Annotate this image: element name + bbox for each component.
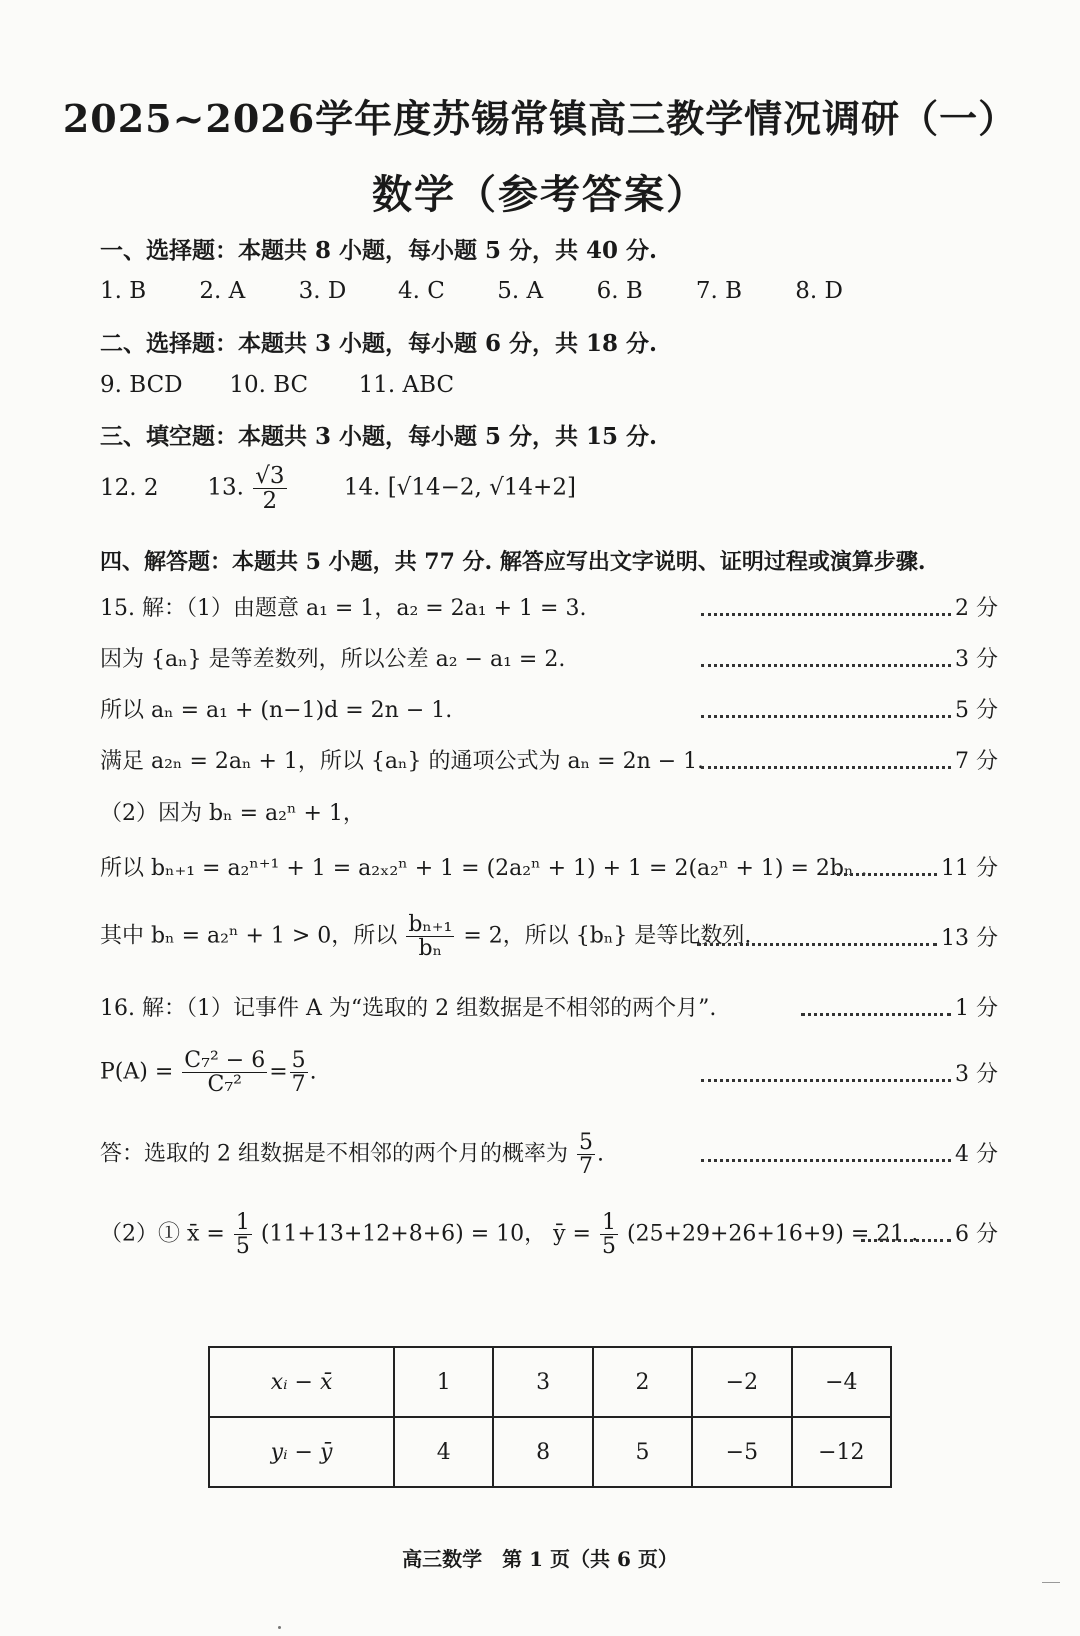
q16-line2-denominator2: 7 [291, 1071, 306, 1097]
q15-line3-text: 所以 aₙ = a₁ + (n−1)d = 2n − 1. [100, 698, 453, 723]
q15-line7-numerator: bₙ₊₁ [408, 911, 453, 937]
q16-line4-denominator1: 5 [235, 1233, 250, 1259]
table-row [209, 1347, 891, 1417]
document-subtitle: 数学（参考答案） [372, 171, 708, 218]
q16-line3-numerator: 5 [579, 1129, 593, 1155]
q16-line4-a: （2）① x̄ = [100, 1221, 225, 1247]
q16-line4-c: ȳ = [553, 1221, 591, 1247]
table-cell: 3 [493, 1347, 592, 1417]
table-cell: 1 [394, 1347, 493, 1417]
table-cell: 8 [493, 1417, 592, 1487]
q16-line4-numerator2: 1 [601, 1209, 616, 1235]
q16-line4-fraction1 [234, 1211, 252, 1258]
q16-line3: 答：选取的 2 组数据是不相邻的两个月的概率为 $\frac{5}{7}$ . 4 分 [100, 1129, 998, 1179]
table-cell: 5 [593, 1417, 692, 1487]
table-cell: −4 [792, 1347, 891, 1417]
q15-line1 [100, 590, 998, 626]
answer-5: 5. A [497, 278, 544, 304]
section4-heading: 四、解答题：本题共 5 小题，共 77 分. 解答应写出文字说明、证明过程或演算步骤. [100, 549, 926, 575]
q15-line6-score: 11 分 [941, 856, 998, 881]
answer-8: 8. D [795, 278, 843, 304]
answer-7: 7. B [695, 278, 743, 304]
q15-line6 [100, 850, 998, 886]
q15-part2-text: （2）因为 bₙ = a₂ⁿ + 1， [100, 801, 365, 826]
q15-line7-post: = 2，所以 {bₙ} 是等比数列. [463, 923, 752, 949]
answer-6: 6. B [596, 278, 643, 304]
q15-line7-score: 13 分 [941, 926, 998, 951]
q16-line4-denominator2: 5 [601, 1233, 616, 1259]
table-cell: 4 [394, 1417, 493, 1487]
table-cell: yᵢ − ȳ [209, 1417, 394, 1487]
answer-13-fraction [253, 464, 286, 513]
q16-line2-denominator: C₇² [207, 1071, 242, 1097]
q16-line2: P(A) = $\frac{\text{C₇² − 6}}{\text{C₇²}}$ = $\frac{5}{7}$ . 3 分 [100, 1047, 998, 1097]
q16-line1 [100, 990, 998, 1026]
q15-part2 [100, 795, 998, 831]
q16-line2-numerator2: 5 [291, 1047, 306, 1073]
q15-line1-text: 15. 解：（1）由题意 a₁ = 1，a₂ = 2a₁ + 1 = 3. [100, 596, 587, 621]
q15-line7 [100, 910, 998, 970]
q16-line4-d: (25+29+26+16+9) = 21 . [626, 1221, 919, 1247]
answer-1: 1. B [100, 278, 147, 304]
q16-line2-pre: P(A) = [100, 1059, 174, 1085]
table-row [209, 1417, 891, 1487]
q16-line2-numerator: C₇² − 6 [184, 1047, 266, 1073]
answer-13-denominator: 2 [262, 488, 278, 515]
q16-line4 [100, 1206, 998, 1266]
answer-12: 12. 2 [100, 474, 159, 501]
q15-line6-text: 所以 bₙ₊₁ = a₂ⁿ⁺¹ + 1 = a₂ₓ₂ⁿ + 1 = (2a₂ⁿ + 1) + 1 = 2(a₂ⁿ + 1) = 2bₙ . [100, 856, 868, 881]
q15-line7-pre: 其中 bₙ = a₂ⁿ + 1 > 0，所以 [100, 923, 398, 949]
answer-4: 4. C [397, 278, 445, 304]
section2-answers [100, 372, 499, 398]
answer-11: 11. ABC [358, 372, 455, 398]
q16-line1-text: 16. 解：（1）记事件 A 为“选取的 2 组数据是不相邻的两个月”. [100, 996, 717, 1021]
q16-line2-fraction1 [182, 1049, 267, 1096]
table-cell: −12 [792, 1417, 891, 1487]
q15-line2-text: 因为 {aₙ} 是等差数列，所以公差 a₂ − a₁ = 2. [100, 647, 566, 672]
q15-line7-fraction [406, 913, 454, 960]
q16-line3-score: 4 分 [955, 1142, 998, 1167]
page-footer: 高三数学 第 1 页（共 6 页） [402, 1547, 678, 1571]
q15-line2-score: 3 分 [955, 647, 998, 672]
q15-line4 [100, 743, 998, 779]
deviation-table [208, 1346, 892, 1488]
q15-line3-score: 5 分 [955, 698, 998, 723]
q15-line2 [100, 641, 998, 677]
q15-line4-score: 7 分 [955, 749, 998, 774]
table-cell: 2 [593, 1347, 692, 1417]
q16-line1-score: 1 分 [955, 996, 998, 1021]
q15-line4-text: 满足 a₂ₙ = 2aₙ + 1，所以 {aₙ} 的通项公式为 aₙ = 2n − 1. [100, 749, 705, 774]
answer-2: 2. A [199, 278, 246, 304]
section1-answers [100, 278, 887, 304]
table-cell: xᵢ − x̄ [209, 1347, 394, 1417]
q15-line3 [100, 692, 998, 728]
q16-line2-fraction2 [290, 1049, 308, 1096]
q16-line3-denominator: 7 [579, 1153, 593, 1179]
answer-13-numerator: √3 [255, 463, 285, 489]
answer-14: 14. [√14−2, √14+2] [343, 474, 576, 501]
q16-line2-score: 3 分 [955, 1062, 998, 1087]
q16-line3-pre: 答：选取的 2 组数据是不相邻的两个月的概率为 [100, 1141, 568, 1167]
answer-3: 3. D [298, 278, 347, 304]
edge-mark [1042, 1582, 1060, 1583]
answer-9: 9. BCD [100, 372, 183, 398]
table-cell: −5 [692, 1417, 791, 1487]
answer-10: 10. BC [229, 372, 309, 398]
section3-answers [100, 464, 576, 513]
section3-heading: 三、填空题：本题共 3 小题，每小题 5 分，共 15 分. [100, 423, 658, 450]
document-title: 2025~2026学年度苏锡常镇高三教学情况调研（一） [62, 96, 1018, 141]
section1-heading: 一、选择题：本题共 8 小题，每小题 5 分，共 40 分. [100, 237, 658, 264]
q16-line4-score: 6 分 [955, 1222, 998, 1247]
q16-line4-b: (11+13+12+8+6) = 10， [260, 1221, 547, 1247]
table-cell: −2 [692, 1347, 791, 1417]
q15-line7-denominator: bₙ [418, 935, 443, 961]
q15-line1-score: 2 分 [955, 596, 998, 621]
q16-line4-fraction2 [600, 1211, 618, 1258]
scan-speck [278, 1626, 281, 1629]
q16-line4-numerator1: 1 [235, 1209, 250, 1235]
answer-13-label: 13. [207, 474, 244, 501]
section2-heading: 二、选择题：本题共 3 小题，每小题 6 分，共 18 分. [100, 330, 658, 357]
q16-line3-fraction [577, 1131, 595, 1178]
